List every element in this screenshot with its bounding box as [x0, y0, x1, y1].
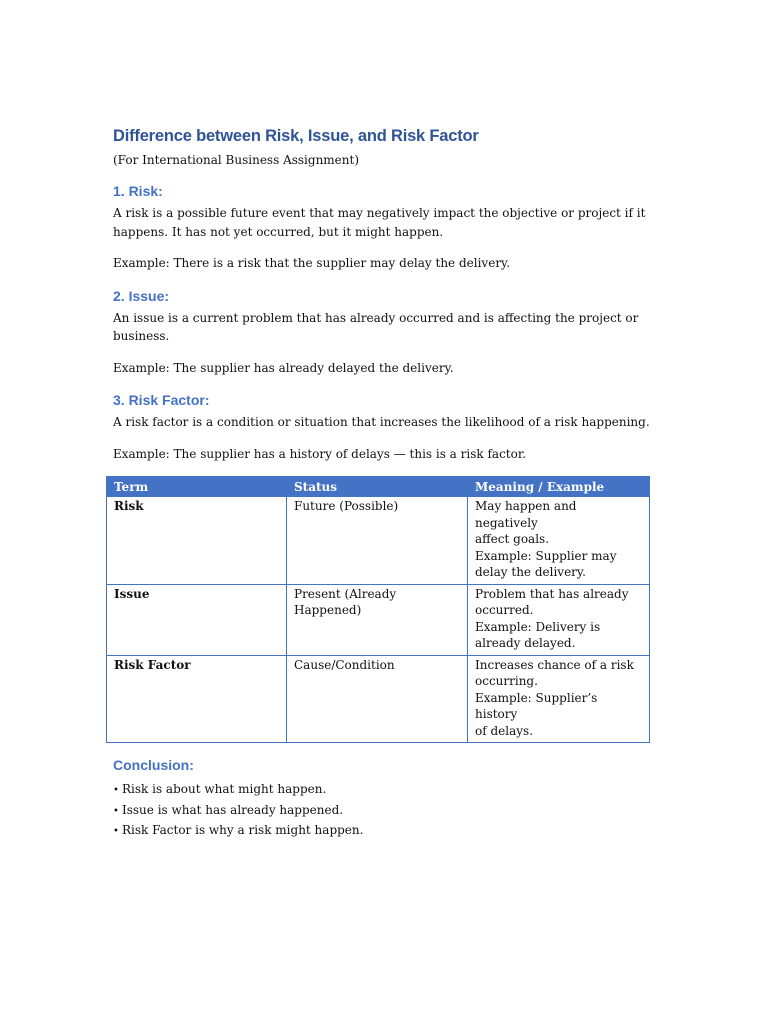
comparison-table	[106, 476, 650, 743]
issue-example: Example: The supplier has already delayed the delivery.	[113, 360, 454, 375]
meaning-line: occurred.	[475, 603, 534, 617]
risk-definition-line: A risk is a possible future event that may negatively impact the objective or project if it	[113, 206, 646, 220]
bullet-icon: •	[113, 826, 119, 837]
bullet-icon: •	[113, 785, 119, 796]
column-header-term: Term	[107, 477, 287, 497]
document-subtitle: (For International Business Assignment)	[113, 153, 360, 167]
issue-definition-line: An issue is a current problem that has already occurred and is affecting the project or	[113, 310, 639, 325]
meaning-line: May happen and negatively	[475, 499, 577, 530]
issue-definition	[113, 309, 653, 346]
list-item-text: Risk is about what might happen.	[122, 782, 327, 796]
list-item-text: Issue is what has already happened.	[122, 802, 344, 817]
meaning-line: affect goals.	[475, 532, 550, 546]
list-item	[113, 821, 653, 842]
meaning-line: of delays.	[475, 723, 534, 738]
issue-definition-line: business.	[113, 329, 170, 343]
meaning-line: already delayed.	[475, 636, 576, 650]
risk-example: Example: There is a risk that the supplier may delay the delivery.	[113, 256, 511, 270]
risk-definition-line: happens. It has not yet occurred, but it might happen.	[113, 224, 444, 239]
meaning-line: occurring.	[475, 674, 538, 688]
conclusion-list	[113, 780, 653, 842]
table-cell-term: Risk	[107, 497, 287, 585]
risk-factor-heading: 3. Risk Factor:	[113, 392, 210, 408]
table-header-row	[107, 477, 650, 497]
status-line: Present (Already	[294, 586, 397, 601]
table-cell-status	[287, 497, 468, 585]
status-line: Happened)	[294, 603, 362, 617]
meaning-line: Example: Supplier may	[475, 548, 617, 563]
meaning-line: Increases chance of a risk	[475, 657, 634, 672]
table-row	[107, 584, 650, 655]
document-title: Difference between Risk, Issue, and Risk Factor	[113, 127, 479, 145]
risk-heading: 1. Risk:	[113, 183, 163, 199]
risk-factor-definition: A risk factor is a condition or situation that increases the likelihood of a risk happening.	[113, 415, 650, 429]
meaning-line: Example: Supplier’s history	[475, 690, 598, 721]
meaning-line: Problem that has already	[475, 586, 629, 601]
table-cell-status	[287, 584, 468, 655]
list-item-text: Risk Factor is why a risk might happen.	[122, 823, 364, 837]
status-line: Cause/Condition	[294, 657, 395, 672]
risk-factor-example: Example: The supplier has a history of delays — this is a risk factor.	[113, 446, 527, 461]
document-content	[113, 125, 653, 842]
list-item	[113, 801, 653, 822]
conclusion-heading: Conclusion:	[113, 757, 194, 773]
column-header-meaning: Meaning / Example	[468, 477, 650, 497]
table-cell-meaning	[468, 584, 650, 655]
table-row	[107, 497, 650, 585]
table-cell-term: Risk Factor	[107, 655, 287, 743]
table-cell-term: Issue	[107, 584, 287, 655]
risk-definition	[113, 204, 653, 241]
meaning-line: Example: Delivery is	[475, 619, 601, 634]
table-row	[107, 655, 650, 743]
list-item	[113, 780, 653, 801]
meaning-line: delay the delivery.	[475, 565, 586, 579]
table-cell-meaning	[468, 497, 650, 585]
status-line: Future (Possible)	[294, 499, 399, 513]
table-cell-meaning	[468, 655, 650, 743]
column-header-status: Status	[287, 477, 468, 497]
issue-heading: 2. Issue:	[113, 287, 170, 304]
table-cell-status	[287, 655, 468, 743]
bullet-icon: •	[113, 805, 119, 817]
